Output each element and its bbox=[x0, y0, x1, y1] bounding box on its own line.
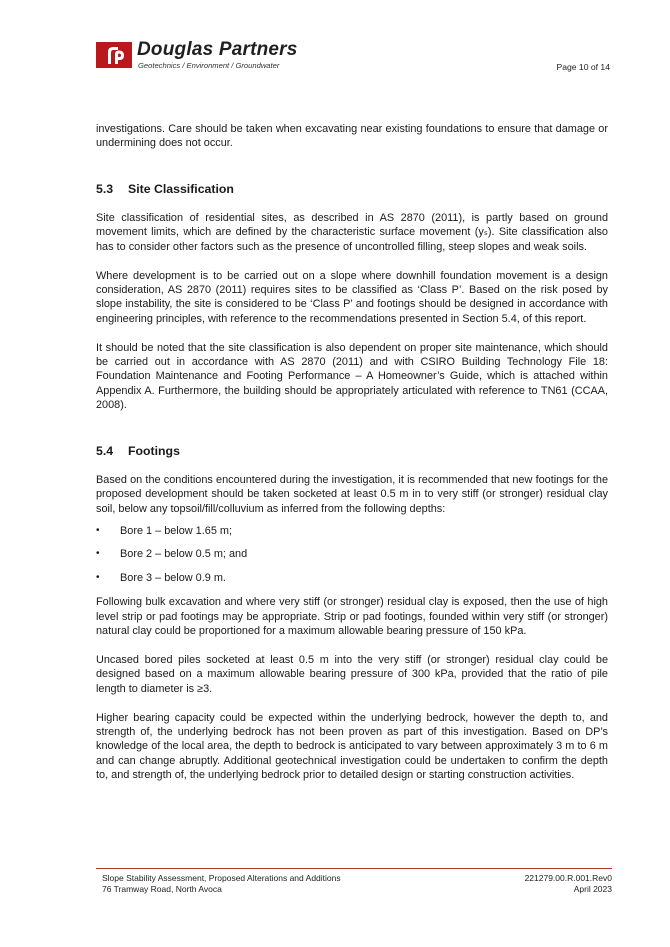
section-number: 5.3 bbox=[96, 181, 114, 196]
paragraph: Uncased bored piles socketed at least 0.5 m into the very stiff (or stronger) residual clay could be designed based on a maximum allowable bearing pressure of 300 kPa, provided that the ratio of pile length to diameter is ≥3. bbox=[96, 653, 608, 695]
footer-report-number: 221279.00.R.001.Rev0 bbox=[524, 873, 612, 883]
section-site-classification bbox=[96, 181, 608, 413]
brand-tagline: Geotechnics / Environment / Groundwater bbox=[138, 61, 280, 70]
section-title: Site Classification bbox=[128, 181, 234, 196]
douglas-partners-logo bbox=[96, 42, 132, 68]
paragraph: Based on the conditions encountered during the investigation, it is recommended that new footings for the proposed development should be taken socketed at least 0.5 m in to very stiff (or stronger) residual clay soil, below any topsoil/fill/colluvium as inferred from the following depths: bbox=[96, 473, 608, 515]
paragraph: Site classification of residential sites, as described in AS 2870 (2011), is partly based on ground movement limits, which are defined by the characteristic surface movement (yₛ). Site classification also has to consider other factors such as the presence of uncontrolled filling, steep slopes and weak soils. bbox=[96, 211, 608, 253]
footer-date: April 2023 bbox=[573, 883, 612, 894]
list-item: • Bore 1 – below 1.65 m; bbox=[96, 524, 608, 538]
bore-depth-list bbox=[96, 524, 608, 585]
section-heading bbox=[96, 443, 608, 459]
page-footer bbox=[96, 868, 612, 894]
footer-project bbox=[102, 873, 341, 894]
footer-reference bbox=[525, 873, 612, 894]
section-number: 5.4 bbox=[96, 443, 114, 458]
footer-project-title: Slope Stability Assessment, Proposed Alterations and Additions bbox=[102, 873, 341, 883]
brand-name: Douglas Partners bbox=[137, 39, 298, 60]
paragraph: Following bulk excavation and where very stiff (or stronger) residual clay is exposed, then the use of high level strip or pad footings may be appropriate. Strip or pad footings, founded within very stiff (or stronger) natural clay could be proportioned for a maximum allowable bearing pressure of 150 kPa. bbox=[96, 596, 608, 637]
page-header bbox=[96, 40, 610, 74]
section-footings bbox=[96, 443, 608, 783]
list-item: • Bore 3 – below 0.9 m. bbox=[96, 571, 608, 585]
document-body bbox=[96, 122, 608, 797]
intro-paragraph: investigations. Care should be taken when excavating near existing foundations to ensure that damage or undermining does not occur. bbox=[96, 123, 608, 150]
paragraph: It should be noted that the site classification is also dependent on proper site maintenance, which should be carried out in accordance with AS 2870 (2011) and with CSIRO Building Technology File 18: Foundation Maintenance and Footing Performance – A Homeowner’s Guide, which is attached within Appendix A. Furthermore, the building should be appropriately articulated with reference to TN61 (CCAA, 2008). bbox=[96, 341, 608, 412]
section-title: Footings bbox=[128, 443, 180, 458]
list-item: • Bore 2 – below 0.5 m; and bbox=[96, 547, 608, 561]
section-heading bbox=[96, 181, 608, 197]
paragraph: Higher bearing capacity could be expected within the underlying bedrock, however the depth to, and strength of, the underlying bedrock has not been proven as part of this investigation. Based on DP’s knowledge of the local area, the depth to bedrock is anticipated to vary between approximately 3 m to 6 m and can change abruptly. Additional geotechnical investigation could be undertaken to confirm the depth to, and strength of, the underlying bedrock prior to detailed design or starting construction activities. bbox=[96, 711, 608, 782]
paragraph: Where development is to be carried out on a slope where downhill foundation movement is a design consideration, AS 2870 (2011) requires sites to be classified as ‘Class P’. Based on the risk posed by slope instability, the site is considered to be ‘Class P’ and footings should be designed in accordance with engineering principles, with reference to the recommendations presented in Section 5.4, of this report. bbox=[96, 269, 608, 325]
page-number: Page 10 of 14 bbox=[556, 62, 610, 72]
footer-project-address: 76 Tramway Road, North Avoca bbox=[102, 883, 222, 894]
